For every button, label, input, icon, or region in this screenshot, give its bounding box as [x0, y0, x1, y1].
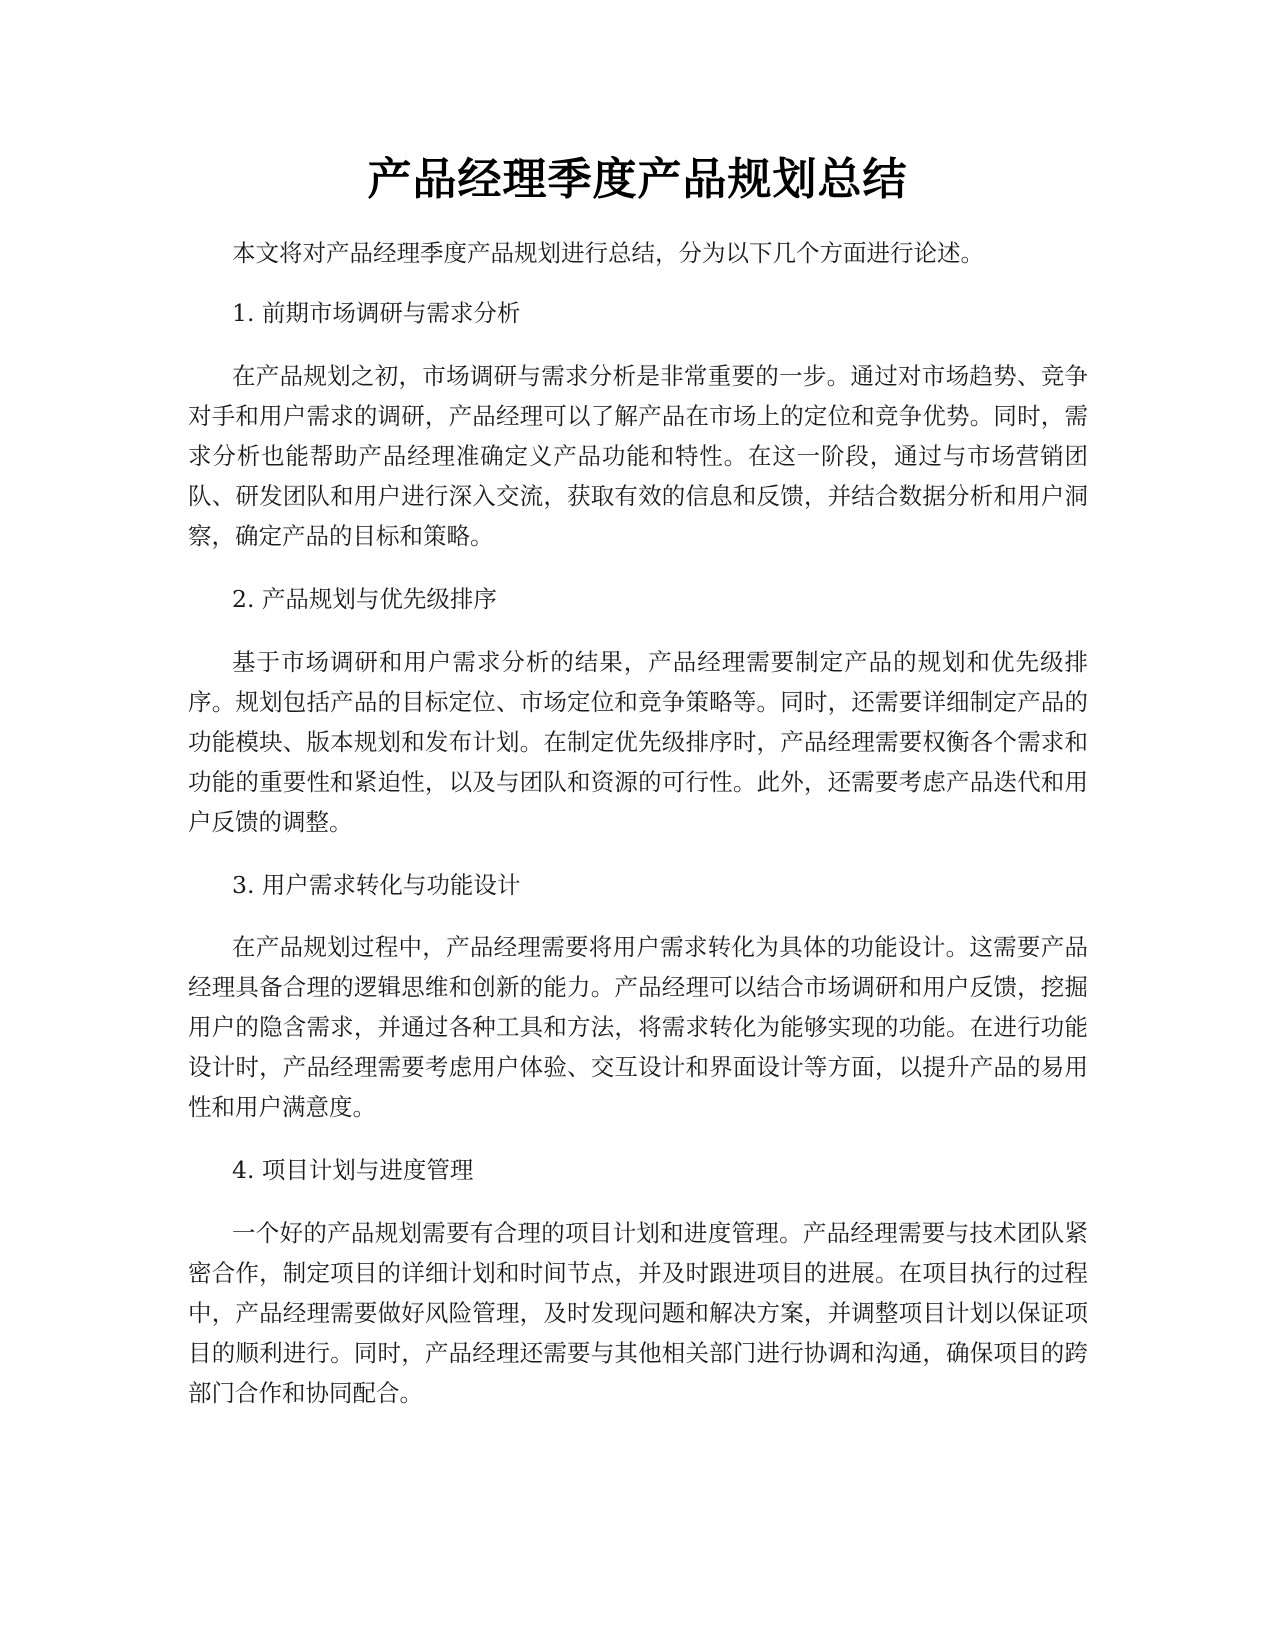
- section-heading-4: 4. 项目计划与进度管理: [232, 1156, 474, 1184]
- section-heading-1: 1. 前期市场调研与需求分析: [232, 299, 521, 327]
- section-heading-2: 2. 产品规划与优先级排序: [232, 585, 497, 613]
- section-body-4: 一个好的产品规划需要有合理的项目计划和进度管理。产品经理需要与技术团队紧密合作，制定项目的详细计划和时间节点，并及时跟进项目的进展。在项目执行的过程中，产品经理需要做好风险管理，及时发现问题和解决方案，并调整项目计划以保证项目的顺利进行。同时，产品经理还需要与其他相关部门进行协调和沟通，确保项目的跨部门合作和协同配合。: [188, 1219, 1088, 1407]
- section-body-3: 在产品规划过程中，产品经理需要将用户需求转化为具体的功能设计。这需要产品经理具备合理的逻辑思维和创新的能力。产品经理可以结合市场调研和用户反馈，挖掘用户的隐含需求，并通过各种工具和方法，将需求转化为能够实现的功能。在进行功能设计时，产品经理需要考虑用户体验、交互设计和界面设计等方面，以提升产品的易用性和用户满意度。: [188, 933, 1088, 1121]
- section-heading-3: 3. 用户需求转化与功能设计: [232, 871, 521, 899]
- section-body-1: 在产品规划之初，市场调研与需求分析是非常重要的一步。通过对市场趋势、竞争对手和用户需求的调研，产品经理可以了解产品在市场上的定位和竞争优势。同时，需求分析也能帮助产品经理准确定义产品功能和特性。在这一阶段，通过与市场营销团队、研发团队和用户进行深入交流，获取有效的信息和反馈，并结合数据分析和用户洞察，确定产品的目标和策略。: [188, 362, 1088, 550]
- intro-paragraph: 本文将对产品经理季度产品规划进行总结，分为以下几个方面进行论述。: [232, 239, 984, 267]
- section-body-2: 基于市场调研和用户需求分析的结果，产品经理需要制定产品的规划和优先级排序。规划包括产品的目标定位、市场定位和竞争策略等。同时，还需要详细制定产品的功能模块、版本规划和发布计划。在制定优先级排序时，产品经理需要权衡各个需求和功能的重要性和紧迫性，以及与团队和资源的可行性。此外，还需要考虑产品迭代和用户反馈的调整。: [188, 648, 1088, 836]
- page-title: 产品经理季度产品规划总结: [367, 154, 908, 205]
